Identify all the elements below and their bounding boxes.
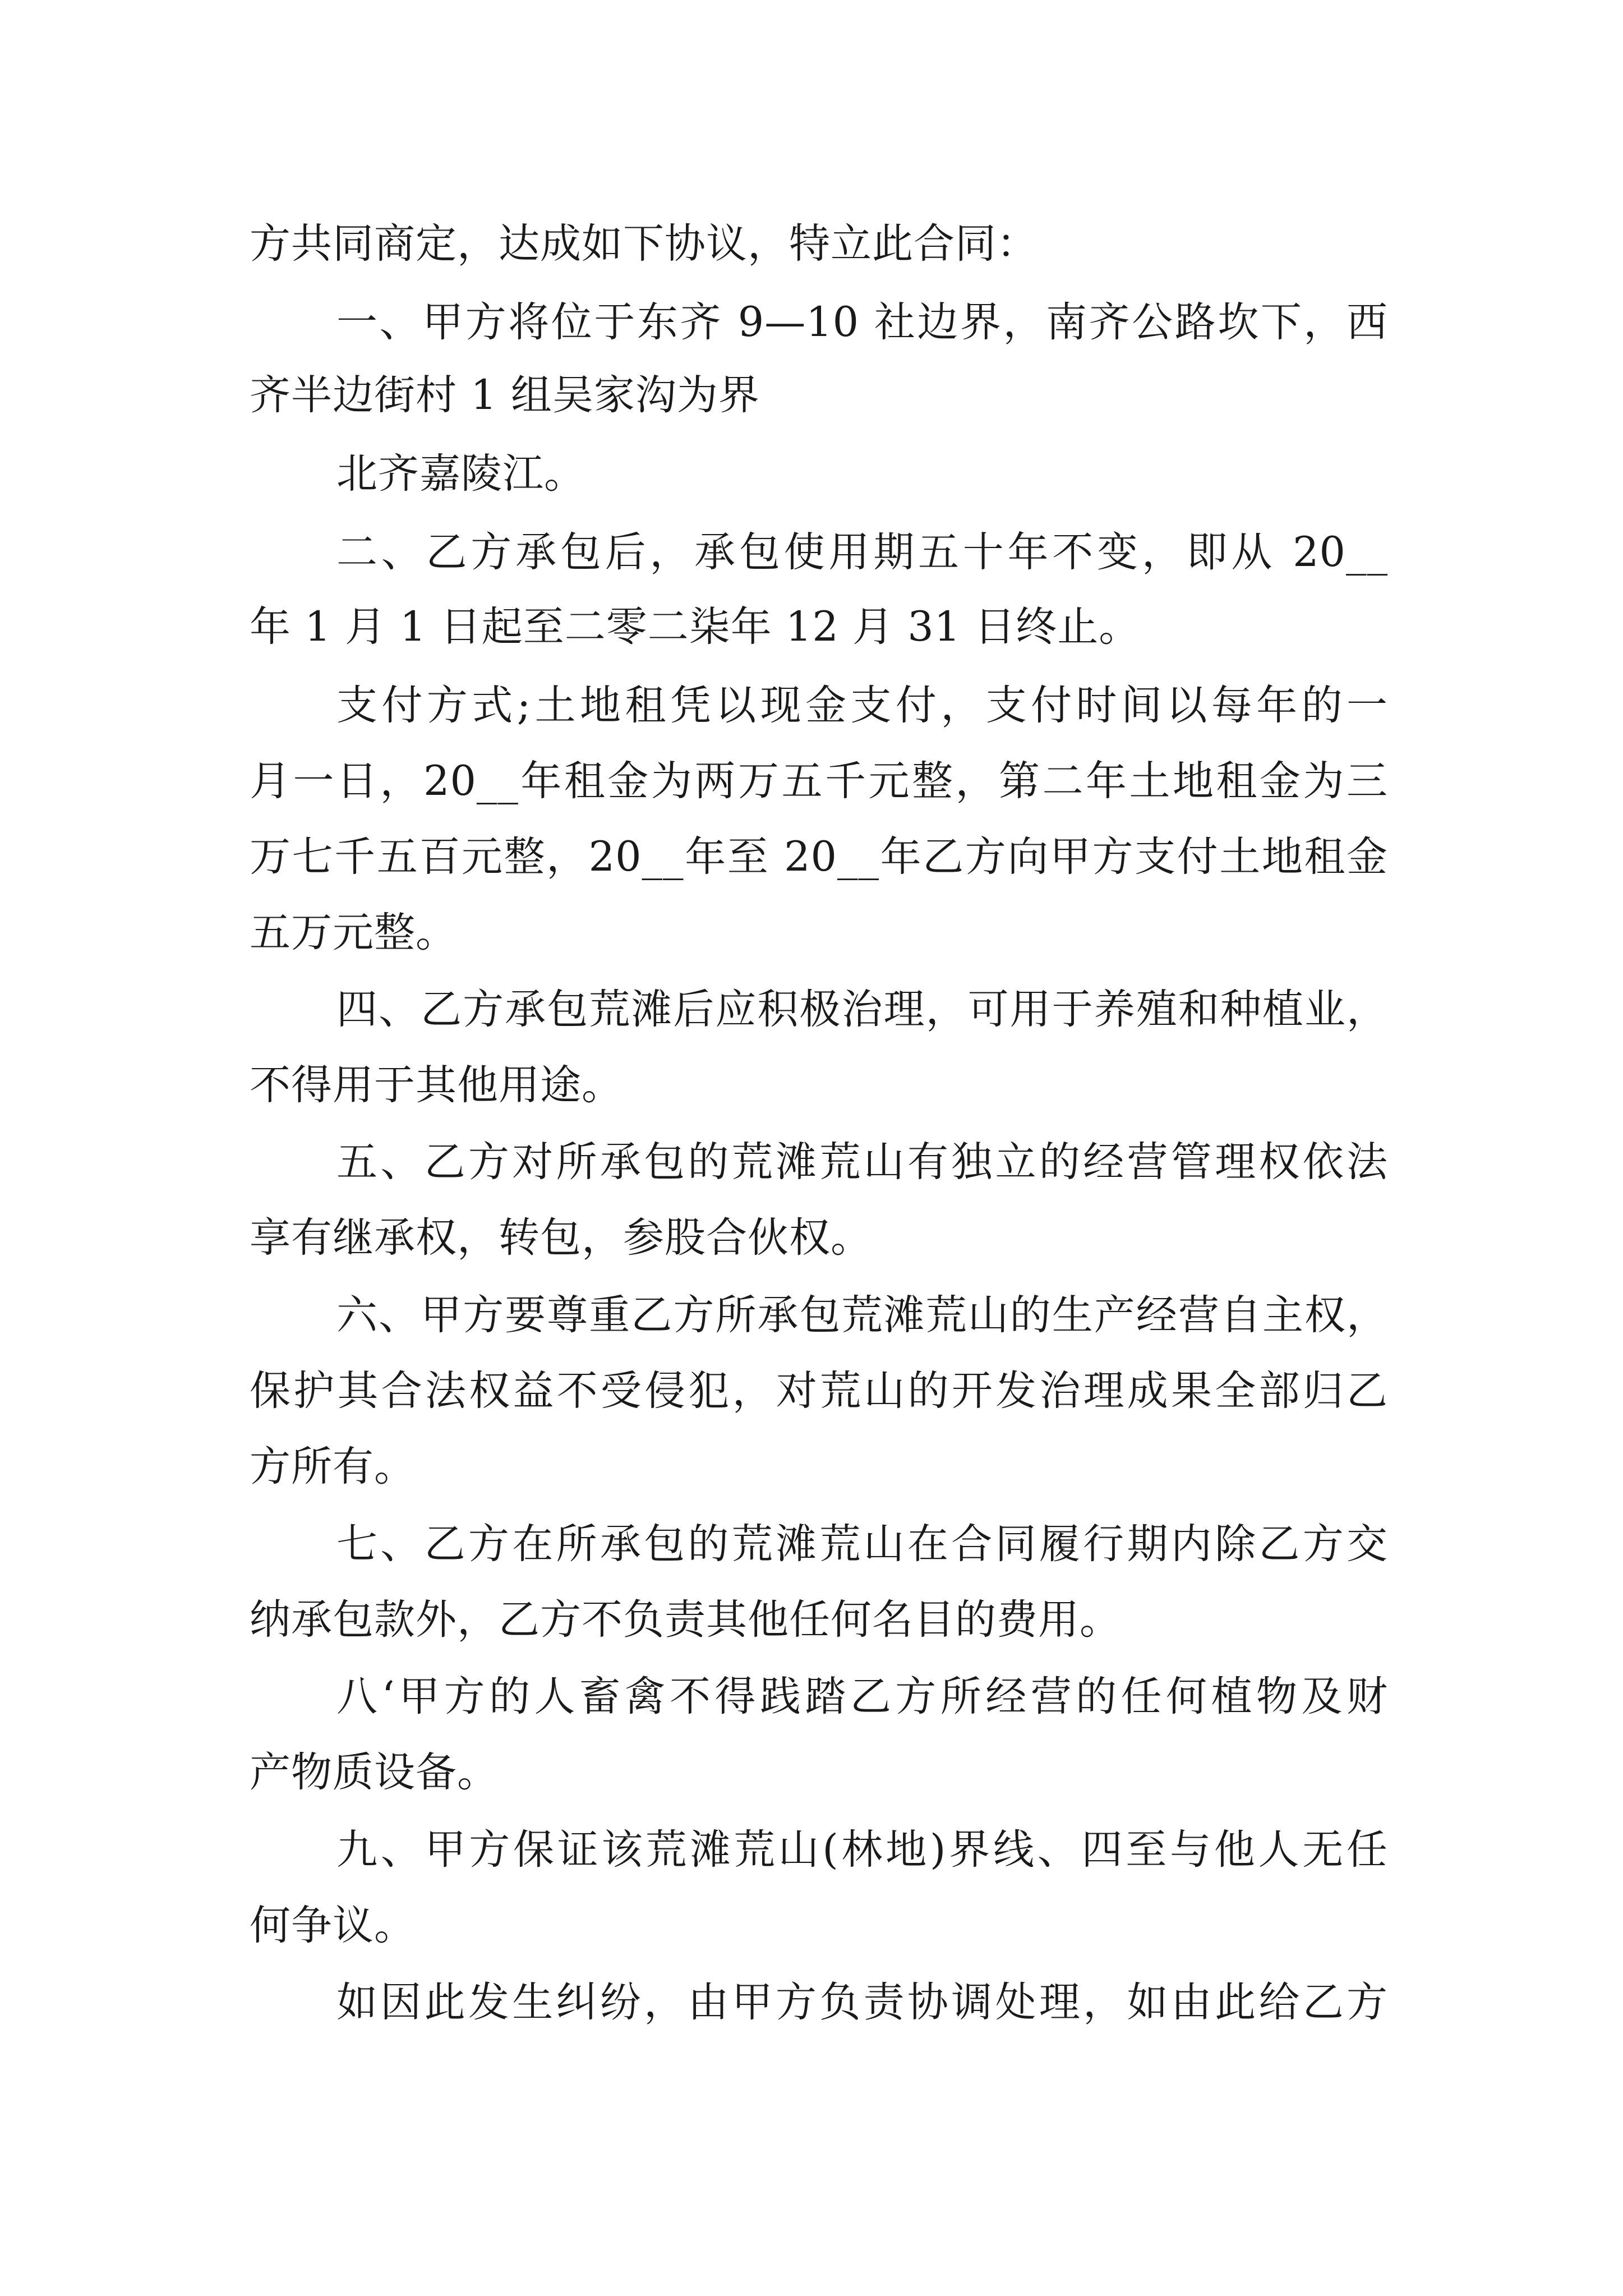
text-line: 纳承包款外，乙方不负责其他任何名目的费用。 bbox=[250, 1596, 1121, 1644]
text-line: 八‘甲方的人畜禽不得践踏乙方所经营的任何植物及财 bbox=[336, 1673, 1388, 1720]
text-line: 五万元整。 bbox=[250, 909, 457, 956]
text-line: 方共同商定，达成如下协议，特立此合同： bbox=[250, 220, 1038, 268]
text-line: 一、甲方将位于东齐 9—10 社边界，南齐公路坎下，西 bbox=[336, 298, 1388, 346]
text-line: 享有继承权，转包，参股合伙权。 bbox=[250, 1214, 872, 1262]
text-line: 二、乙方承包后，承包使用期五十年不变，即从 20__ bbox=[336, 528, 1388, 576]
text-line: 如因此发生纠纷，由甲方负责协调处理，如由此给乙方 bbox=[336, 1978, 1388, 2026]
text-line: 北齐嘉陵江。 bbox=[336, 450, 585, 498]
text-line: 万七千五百元整，20__年至 20__年乙方向甲方支付土地租金 bbox=[250, 833, 1388, 881]
text-line: 何争议。 bbox=[250, 1902, 416, 1949]
text-line: 六、甲方要尊重乙方所承包荒滩荒山的生产经营自主权， bbox=[336, 1291, 1388, 1339]
text-line: 保护其合法权益不受侵犯，对荒山的开发治理成果全部归乙 bbox=[250, 1367, 1388, 1415]
text-line: 九、甲方保证该荒滩荒山(林地)界线、四至与他人无任 bbox=[336, 1826, 1388, 1874]
text-line: 年 1 月 1 日起至二零二柒年 12 月 31 日终止。 bbox=[250, 603, 1141, 651]
text-line: 支付方式;土地租凭以现金支付，支付时间以每年的一 bbox=[336, 682, 1388, 729]
text-line: 方所有。 bbox=[250, 1443, 416, 1490]
text-line: 产物质设备。 bbox=[250, 1749, 499, 1796]
text-line: 四、乙方承包荒滩后应积极治理，可用于养殖和种植业， bbox=[336, 986, 1388, 1033]
text-line: 不得用于其他用途。 bbox=[250, 1061, 623, 1109]
text-line: 七、乙方在所承包的荒滩荒山在合同履行期内除乙方交 bbox=[336, 1520, 1388, 1568]
text-line: 齐半边街村 1 组吴家沟为界 bbox=[250, 371, 760, 419]
text-line: 月一日，20__年租金为两万五千元整，第二年土地租金为三 bbox=[250, 757, 1388, 805]
text-line: 五、乙方对所承包的荒滩荒山有独立的经营管理权依法 bbox=[336, 1138, 1388, 1186]
